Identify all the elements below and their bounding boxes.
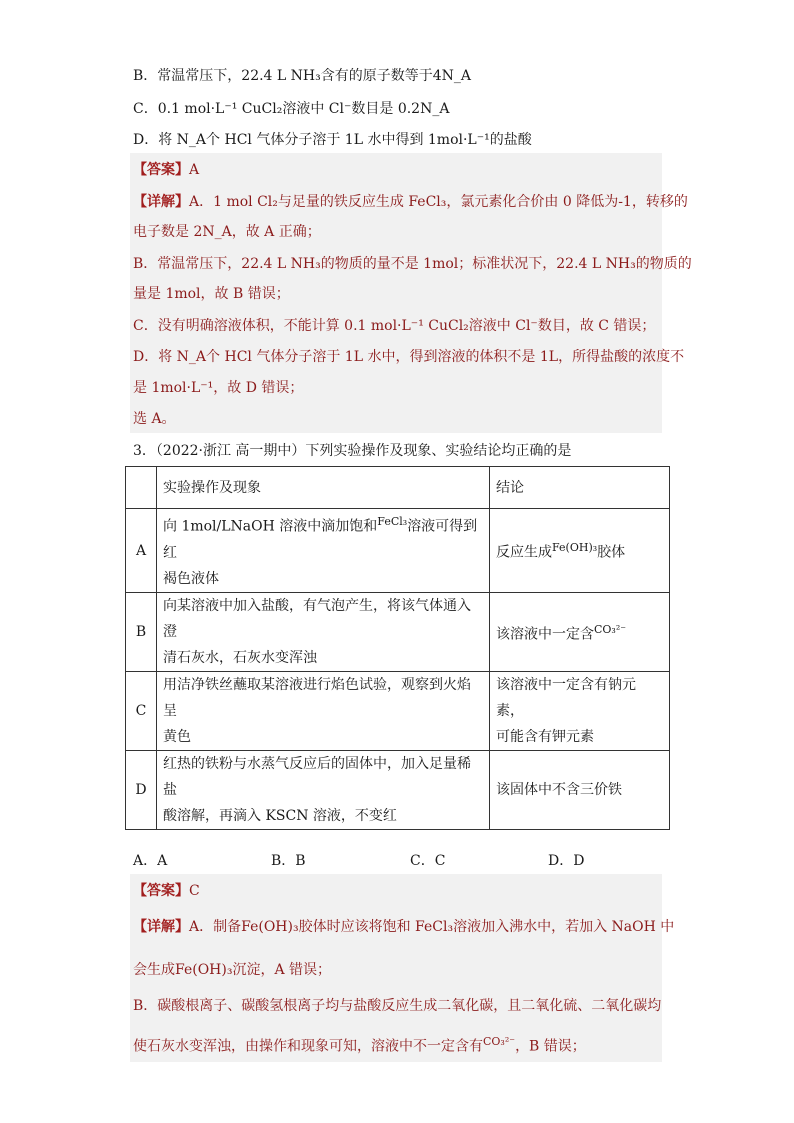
explain-1-a-line2: 电子数是 2N_A，故 A 正确； <box>133 224 321 240</box>
explain-text: 使石灰水变浑浊，由操作和现象可知，溶液中不一定含有 <box>133 1038 483 1055</box>
experiment-table <box>125 466 670 830</box>
operation-text: 红热的铁粉与水蒸气反应后的固体中，加入足量稀盐 <box>163 756 471 798</box>
choice-b: B．B <box>271 853 306 869</box>
explain-1-c-line1: C．没有明确溶液体积，不能计算 0.1 mol·L⁻¹ CuCl₂溶液中 Cl⁻数目，故 C 错误； <box>133 318 656 334</box>
row-operation <box>157 672 490 751</box>
table-header-row <box>126 467 670 509</box>
explain-text: A．制备 <box>189 919 242 935</box>
formula: Fe(OH)₃ <box>552 541 598 555</box>
explain-tag: 【详解】 <box>133 919 189 935</box>
formula: CO₃²⁻ <box>483 1035 516 1048</box>
row-label: A <box>126 509 157 593</box>
explain-1-conclusion: 选 A。 <box>133 411 176 427</box>
operation-text: 褐色液体 <box>163 570 219 587</box>
header-cell: 实验操作及现象 <box>157 467 490 509</box>
question-3: 3．（2022·浙江 高一期中）下列实验操作及现象、实验结论均正确的是 <box>133 443 572 459</box>
row-label: C <box>126 672 157 751</box>
explain-1-d-line2: 是 1mol·L⁻¹，故 D 错误； <box>133 380 304 396</box>
explain-1-d-line1: D．将 N_A个 HCl 气体分子溶于 1L 水中，得到溶液的体积不是 1L，所得盐酸的浓度不 <box>133 349 685 365</box>
formula: FeCl₃ <box>377 515 408 529</box>
header-cell <box>126 467 157 509</box>
operation-text: 向某溶液中加入盐酸，有气泡产生，将该气体通入澄 <box>163 598 471 640</box>
row-operation <box>157 509 490 593</box>
explain-1-b-line2: 量是 1mol，故 B 错误； <box>133 286 290 302</box>
explain-1-a-line1 <box>133 192 688 212</box>
option-b: B．常温常压下，22.4 L NH₃含有的原子数等于4N_A <box>133 68 471 84</box>
explain-text: A．1 mol Cl₂与足量的铁反应生成 FeCl₃，氯元素化合价由 0 降低为-1，转移的 <box>189 194 688 210</box>
operation-text: 用洁净铁丝蘸取某溶液进行焰色试验，观察到火焰呈 <box>163 677 471 719</box>
result-text: 反应生成 <box>496 544 552 561</box>
formula: CO₃²⁻ <box>594 622 627 636</box>
choice-c: C．C <box>410 853 446 869</box>
explain-tag: 【详解】 <box>133 194 189 210</box>
choice-d: D．D <box>548 853 585 869</box>
option-d: D．将 N_A个 HCl 气体分子溶于 1L 水中得到 1mol·L⁻¹的盐酸 <box>133 132 532 148</box>
result-text: 该溶液中一定含有钠元素， <box>496 677 636 719</box>
formula: Fe(OH)₃ <box>241 919 299 935</box>
operation-text: 黄色 <box>163 729 191 745</box>
answer-value: C <box>189 883 200 899</box>
table-row <box>126 751 670 830</box>
result-text: 可能含有钾元素 <box>496 729 594 745</box>
explain-text: 沉淀，A 错误； <box>232 962 332 978</box>
operation-text: 向 1mol/LNaOH 溶液中滴加饱和 <box>163 518 378 535</box>
explain-2-b-line2 <box>133 1032 586 1057</box>
explain-text: 会生成 <box>133 962 175 978</box>
formula: Fe(OH)₃ <box>175 962 233 978</box>
header-cell: 结论 <box>490 467 670 509</box>
row-operation <box>157 593 490 672</box>
row-label: B <box>126 593 157 672</box>
row-result: 该固体中不含三价铁 <box>490 751 670 830</box>
answer-tag: 【答案】 <box>133 162 189 178</box>
explain-2-b-line1: B．碳酸根离子、碳酸氢根离子均与盐酸反应生成二氧化碳，且二氧化硫、二氧化碳均 <box>133 998 662 1014</box>
explain-1-b-line1: B．常温常压下，22.4 L NH₃的物质的量不是 1mol；标准状况下，22.4 L NH₃的物质的 <box>133 256 692 272</box>
row-label: D <box>126 751 157 830</box>
choice-a: A．A <box>133 853 168 869</box>
answer-1 <box>133 160 199 180</box>
answer-value: A <box>189 162 200 178</box>
answer-tag: 【答案】 <box>133 883 189 899</box>
row-result <box>490 672 670 751</box>
answer-2 <box>133 881 200 901</box>
row-result <box>490 509 670 593</box>
explain-text: ，B 错误； <box>515 1038 586 1055</box>
operation-text: 酸溶解，再滴入 KSCN 溶液，不变红 <box>163 808 397 824</box>
option-c: C．0.1 mol·L⁻¹ CuCl₂溶液中 Cl⁻数目是 0.2N_A <box>133 101 450 117</box>
explain-2-a-line2 <box>133 960 331 980</box>
row-result <box>490 593 670 672</box>
operation-text: 溶液可得到红 <box>163 518 478 561</box>
result-text: 胶体 <box>597 544 626 561</box>
explain-2-a-line1 <box>133 917 674 937</box>
result-text: 该溶液中一定含 <box>496 626 594 643</box>
operation-text: 清石灰水，石灰水变浑浊 <box>163 650 317 666</box>
explain-text: 胶体时应该将饱和 FeCl₃溶液加入沸水中，若加入 NaOH 中 <box>298 919 675 935</box>
table-row <box>126 593 670 672</box>
row-operation <box>157 751 490 830</box>
table-row <box>126 672 670 751</box>
table-row <box>126 509 670 593</box>
